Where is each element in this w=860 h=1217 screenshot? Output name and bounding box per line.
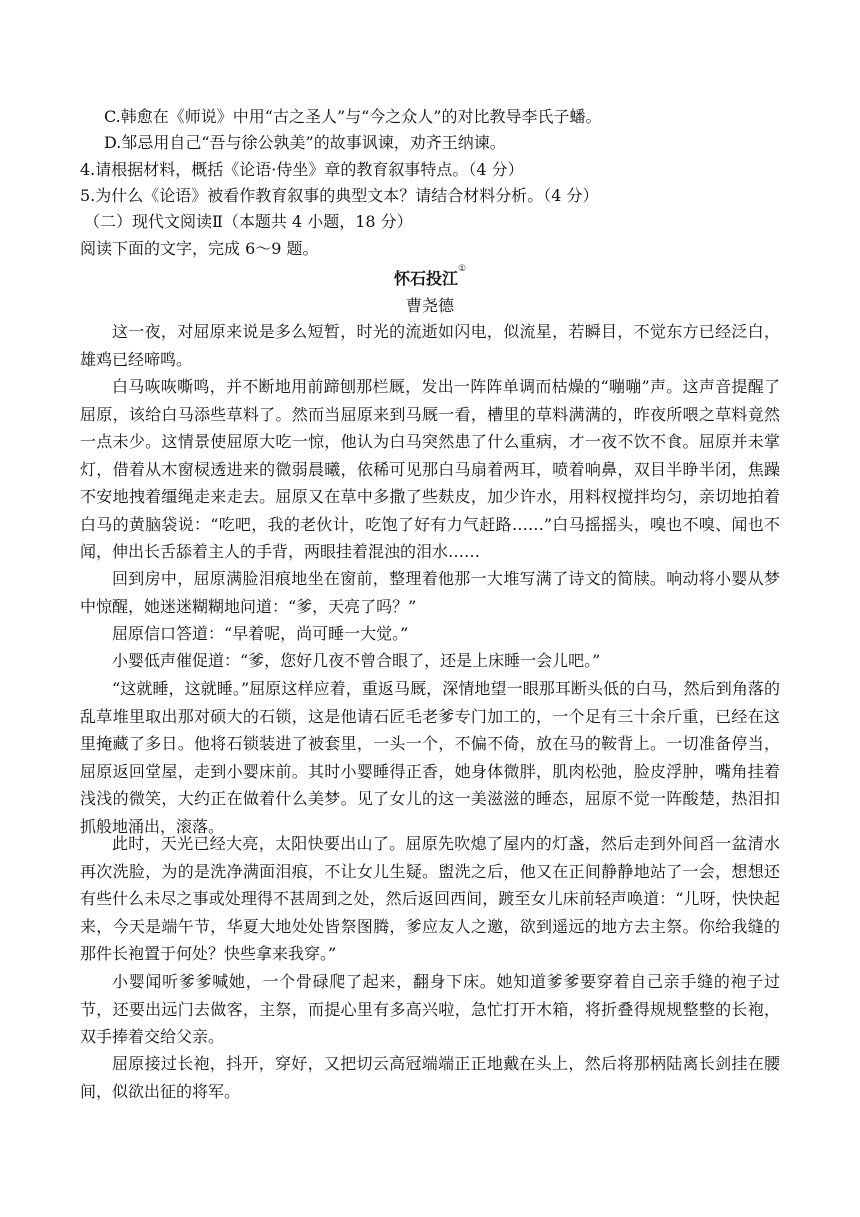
paragraph-3: 回到房中，屈原满脸泪痕地坐在窗前，整理着他那一大堆写满了诗文的简牍。响动将小婴从梦中惊醒，她迷迷糊糊地问道：“爹，天亮了吗？” [80,569,780,616]
option-c: C.韩愈在《师说》中用“古之圣人”与“今之众人”的对比教导李氏子蟠。 [104,107,602,126]
footnote-mark: ① [457,264,467,274]
paragraph-6: “这就睡，这就睡。”屈原这样应着，重返马厩，深情地望一眼那耳断头低的白马，然后到角落的乱草堆里取出那对硕大的石锁，这是他请石匠毛老爹专门加工的，一个足有三十余斤重，已经在这里掩藏了多日。他将石锁装进了被套里，一头一个，不偏不倚，放在马的鞍背上。一切准备停当，屈原返回堂屋，走到小婴床前。其时小婴睡得正香，她身体微胖，肌肉松弛，脸皮浮肿，嘴角挂着浅浅的微笑，大约正在做着什么美梦。见了女儿的这一美滋滋的睡态，屈原不觉一阵酸楚，热泪扣抓般地涌出，滚落。 [80,679,780,836]
question-4: 4.请根据材料，概括《论语·侍坐》章的教育叙事特点。（4 分） [80,160,524,179]
question-5: 5.为什么《论语》被看作教育叙事的典型文本？请结合材料分析。（4 分） [80,186,599,205]
paragraph-7: 此时，天光已经大亮，太阳快要出山了。屈原先吹熄了屋内的灯盏，然后走到外间舀一盆清水再次洗脸，为的是洗净满面泪痕，不让女儿生疑。盥洗之后，他又在正间静静地站了一会，想想还有些什么未尽之事或处理得不甚周到之处，然后返回西间，踱至女儿床前轻声唤道：“儿呀，快快起来，今天是端午节，华夏大地处处皆祭图腾，爹应友人之邀，欲到遥远的地方去主祭。你给我缝的那件长袍置于何处？快些拿来我穿。” [80,834,780,963]
article-title-text: 怀石投江 [393,269,458,288]
article-author: 曹尧德 [405,296,454,315]
option-d: D.邹忌用自己“吾与徐公孰美”的故事讽谏，劝齐王纳谏。 [104,133,506,152]
paragraph-4: 屈原信口答道：“早着呢，尚可睡一大觉。” [112,624,409,643]
paragraph-8: 小婴闻听爹爹喊她，一个骨碌爬了起来，翻身下床。她知道爹爹要穿着自己亲手缝的袍子过节，还要出远门去做客，主祭，而提心里有多高兴啦，急忙打开木箱，将折叠得规规整整的长袍，双手捧着交给父亲。 [80,972,780,1046]
section-instruction: 阅读下面的文字，完成 6～9 题。 [80,239,319,258]
paragraph-5: 小婴低声催促道：“爹，您好几夜不曾合眼了，还是上床睡一会儿吧。” [112,651,601,670]
section-heading: （二）现代文阅读Ⅱ（本题共 4 小题，18 分） [84,212,413,231]
paragraph-1: 这一夜，对屈原来说是多么短暂，时光的流逝如闪电，似流星，若瞬目，不觉东方已经泛白，雄鸡已经啼鸣。 [80,322,780,369]
paragraph-9: 屈原接过长袍，抖开，穿好，又把切云高冠端端正正地戴在头上，然后将那柄陆离长剑挂在腰间，似欲出征的将军。 [80,1054,780,1101]
article-title [0,266,860,289]
paragraph-2: 白马咴咴嘶鸣，并不断地用前蹄刨那栏厩，发出一阵阵单调而枯燥的“嘣嘣”声。这声音提醒了屈原，该给白马添些草料了。然而当屈原来到马厩一看，槽里的草料满满的，昨夜所喂之草料竟然一点未少。这情景使屈原大吃一惊，他认为白马突然患了什么重病，才一夜不饮不食。屈原并未掌灯，借着从木窗棂透进来的微弱晨曦，依稀可见那白马扇着两耳，喷着响鼻，双目半睁半闭，焦躁不安地拽着缰绳走来走去。屈原又在草中多撒了些麸皮，加少许水，用料杈搅拌均匀，亲切地拍着白马的黄脑袋说：“吃吧，我的老伙计，吃饱了好有力气赶路……”白马摇摇头，嗅也不嗅、闻也不闻，伸出长舌舔着主人的手背，两眼挂着混浊的泪水…… [80,377,780,561]
